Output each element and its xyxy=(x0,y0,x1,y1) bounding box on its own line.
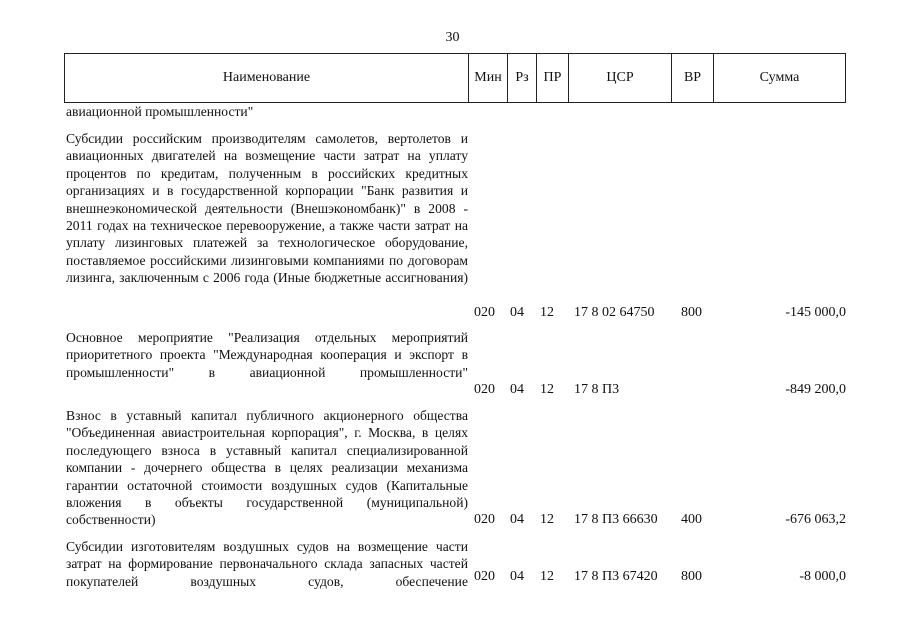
column-header-min: Мин xyxy=(469,54,508,103)
row-rz: 04 xyxy=(510,512,524,527)
row-sum: -849 200,0 xyxy=(785,382,846,397)
row-vr: 800 xyxy=(681,305,702,320)
row-vr: 800 xyxy=(681,569,702,584)
row-sum: -676 063,2 xyxy=(785,512,846,527)
row-vr: 400 xyxy=(681,512,702,527)
column-header-csr: ЦСР xyxy=(569,54,672,103)
row-rz: 04 xyxy=(510,382,524,397)
row-min: 020 xyxy=(474,512,495,527)
row-csr: 17 8 П3 67420 xyxy=(574,569,658,584)
table-header xyxy=(64,53,846,103)
row-pr: 12 xyxy=(540,512,554,527)
row-csr: 17 8 П3 xyxy=(574,382,620,397)
column-header-pr: ПР xyxy=(537,54,569,103)
row-csr: 17 8 П3 66630 xyxy=(574,512,658,527)
continuation-text: авиационной промышленности" xyxy=(66,104,254,119)
row-min: 020 xyxy=(474,569,495,584)
row-description: Субсидии изготовителям воздушных судов на возмещение части затрат на формирование первоначального склада запасных частей покупателей воздушных судов, обеспечение xyxy=(66,539,468,589)
column-header-name: Наименование xyxy=(65,54,469,103)
column-header-vr: ВР xyxy=(672,54,714,103)
row-pr: 12 xyxy=(540,569,554,584)
row-sum: -8 000,0 xyxy=(799,569,846,584)
row-min: 020 xyxy=(474,382,495,397)
row-description: Основное мероприятие "Реализация отдельных мероприятий приоритетного проекта "Международная кооперация и экспорт в промышленности" в авиационной промышленности" xyxy=(66,330,468,380)
row-description: Субсидии российским производителям самолетов, вертолетов и авиационных двигателей на возмещение части затрат на уплату процентов по кредитам, полученным в российских кредитных организациях и в государственной корпорации "Банк развития и внешнеэкономической деятельности (Внешэкономбанк)" в 2008 - 2011 годах на техническое перевооружение, а также части затрат на уплату лизинговых платежей за технологическое оборудование, поставляемое российскими лизинговыми компаниями по договорам лизинга, заключенным с 2006 года (Иные бюджетные ассигнования) xyxy=(66,131,468,286)
column-header-sum: Сумма xyxy=(714,54,846,103)
row-sum: -145 000,0 xyxy=(785,305,846,320)
row-rz: 04 xyxy=(510,305,524,320)
column-header-rz: Рз xyxy=(508,54,537,103)
row-pr: 12 xyxy=(540,305,554,320)
row-rz: 04 xyxy=(510,569,524,584)
row-description: Взнос в уставный капитал публичного акционерного общества "Объединенная авиастроительная корпорация", г. Москва, в целях последующего взноса в уставный капитал специализированной компании - дочернего общества в целях реализации механизма гарантии остаточной стоимости воздушных судов (Капитальные вложения в объекты государственной (муниципальной) собственности) xyxy=(66,408,468,528)
row-pr: 12 xyxy=(540,382,554,397)
row-min: 020 xyxy=(474,305,495,320)
row-csr: 17 8 02 64750 xyxy=(574,305,655,320)
page-number: 30 xyxy=(445,30,460,45)
